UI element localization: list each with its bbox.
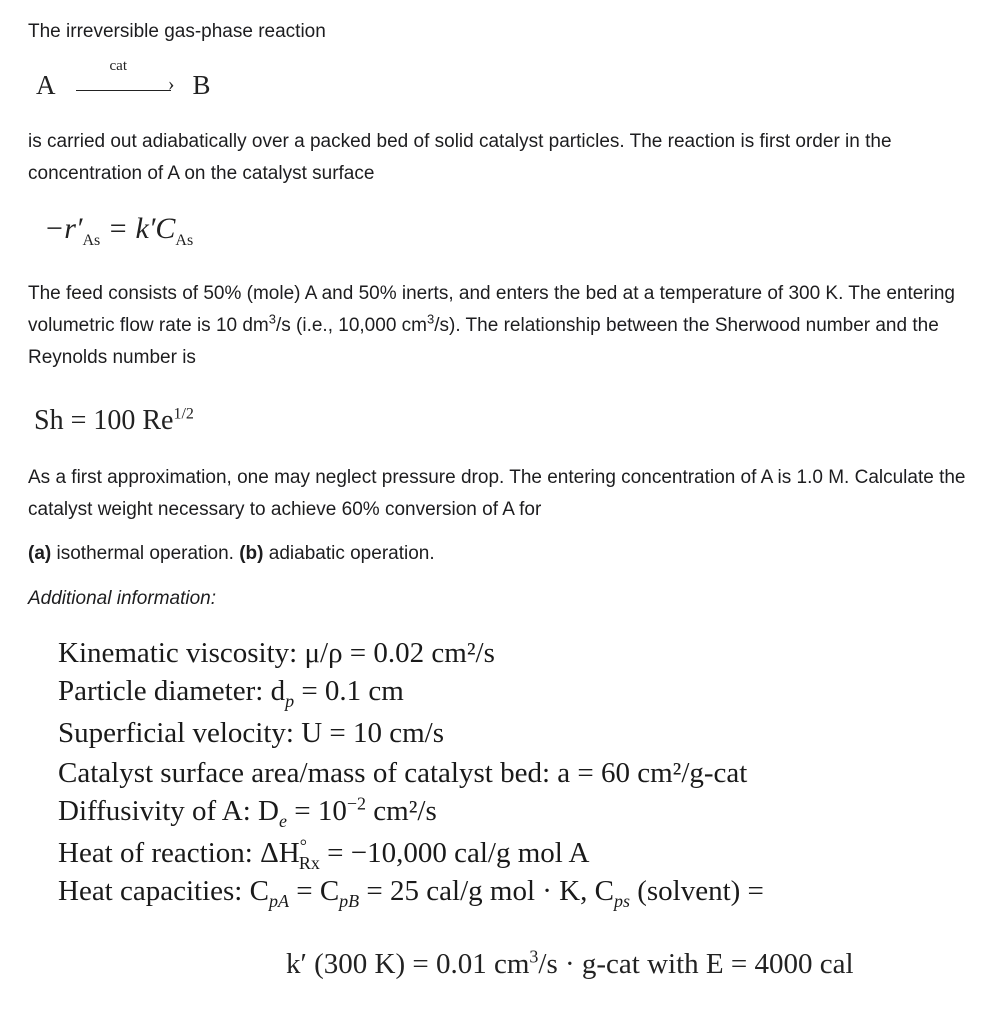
info-heat-capacities: Heat capacities: $C_{pA} = C_{pB} = 25$ cal/g mol · K, $C_{ps}$ (solvent) = — [58, 875, 764, 911]
paragraph-1: is carried out adiabatically over a packed bed of solid catalyst particles. The reaction is first order in the concentration of A on the catalyst surface — [28, 131, 892, 184]
info-surface-area: Catalyst surface area/mass of catalyst bed: a = 60 cm²/g-cat — [58, 757, 748, 789]
catalyst-label: cat — [109, 58, 127, 75]
paragraph-3: As a first approximation, one may neglect pressure drop. The entering concentration of A is 1.0 M. Calculate the catalyst weight necessary to achieve 60% conversion of A for — [28, 467, 966, 520]
arrow-icon: › cat — [76, 84, 171, 91]
parts-line: (a) isothermal operation. (b) adiabatic operation. — [28, 543, 435, 564]
product: B — [192, 70, 211, 100]
paragraph-2: The feed consists of 50% (mole) A and 50% inerts, and enters the bed at a temperature of 300 K. The entering volumetric flow rate is 10 $dm^3/s$ (i.e., 10,000 $cm^3/s$). The relationship between the Sherwood number and the Reynolds number is — [28, 283, 955, 368]
intro-text: The irreversible gas-phase reaction — [28, 21, 326, 42]
rate-equation: $-r'_{As} = k'C_{As}$ — [44, 212, 194, 249]
reaction-equation — [36, 58, 211, 101]
sherwood-equation: Sh = 100 $Re^{1/2}$ — [34, 405, 194, 436]
info-heat-of-reaction: Heat of reaction: $\Delta H^\circ_{Rx} = -10,000$ cal/g mol A — [58, 835, 590, 873]
info-diameter: Particle diameter: $d_p = 0.1$ cm — [58, 675, 404, 711]
info-rate-constant: k′ (300 K) = 0.01 $cm^3/s \cdot g-cat$ with E = 4000 cal — [286, 946, 854, 980]
reactant: A — [36, 70, 56, 100]
info-viscosity: Kinematic viscosity: μ/ρ = 0.02 cm²/s — [58, 637, 495, 669]
additional-info-label: Additional information: — [28, 588, 216, 609]
info-velocity: Superficial velocity: U = 10 cm/s — [58, 717, 445, 749]
info-diffusivity: Diffusivity of A: $D_e = 10^{-2}$ cm²/s — [58, 793, 437, 831]
